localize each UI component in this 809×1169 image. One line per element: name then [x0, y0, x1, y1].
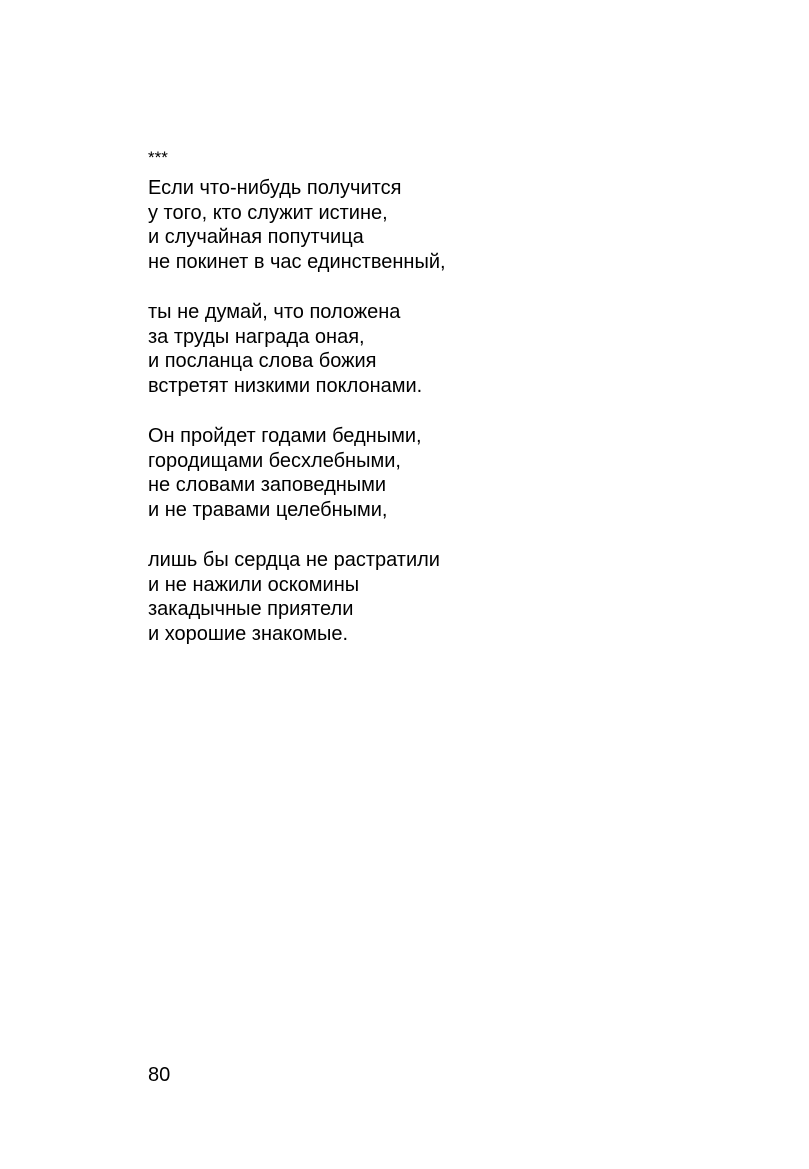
poem-line: лишь бы сердца не растратили	[148, 549, 440, 571]
page-number: 80	[148, 1064, 171, 1086]
poem-line: Если что-нибудь получится	[148, 177, 402, 199]
poem-line: у того, кто служит истине,	[148, 201, 388, 224]
poem-line: и случайная попутчица	[148, 226, 364, 248]
poem-line: и не травами целебными,	[148, 498, 388, 521]
poem-line: не покинет в час единственный,	[148, 250, 446, 273]
poem-line: за труды награда оная,	[148, 325, 365, 348]
poem-line: городищами бесхлебными,	[148, 449, 401, 472]
stanza-3	[148, 424, 708, 522]
poem-line: не словами заповедными	[148, 474, 387, 496]
poem-line: закадычные приятели	[148, 598, 354, 620]
poem-line: Он пройдет годами бедными,	[148, 425, 422, 447]
poem-line: ты не думай, что положена	[148, 301, 401, 323]
poem-line: и хорошие знакомые.	[148, 622, 349, 645]
stanza-1	[148, 176, 708, 274]
poem-line: и посланца слова божия	[148, 350, 377, 372]
poem-line: встретят низкими поклонами.	[148, 374, 423, 397]
stanza-2	[148, 300, 708, 398]
stanza-4	[148, 548, 708, 646]
poem	[148, 144, 708, 672]
poem-separator: ***	[148, 148, 168, 167]
poem-line: и не нажили оскомины	[148, 573, 360, 596]
